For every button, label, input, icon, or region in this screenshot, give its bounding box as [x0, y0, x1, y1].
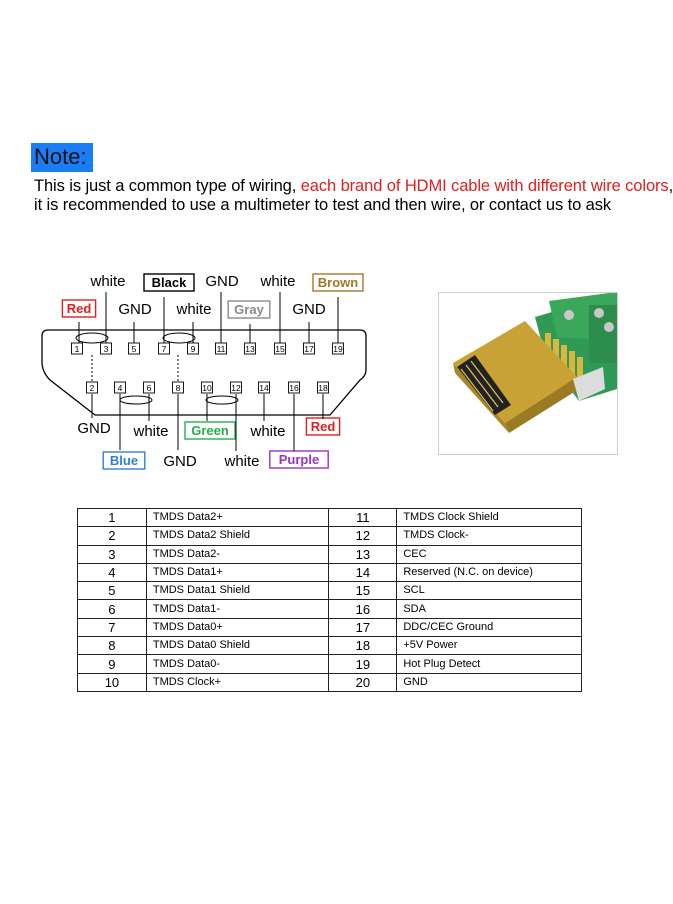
pin-description: TMDS Data1- [146, 600, 329, 618]
pin-top-3 [101, 343, 112, 354]
pin-description: Hot Plug Detect [397, 655, 582, 673]
pin-number: 8 [78, 637, 147, 655]
wire-label-text: white [133, 423, 169, 440]
pin-description: GND [397, 673, 582, 691]
hdmi-connector-photo [438, 292, 618, 455]
pin-bottom-14 [259, 382, 270, 393]
pin-number-label: 16 [289, 383, 299, 394]
pin-number-label: 19 [333, 344, 343, 355]
note-label: Note: [31, 143, 93, 172]
table-row [78, 618, 582, 636]
wire-label-text: Gray [234, 302, 264, 317]
pin-top-11 [216, 343, 227, 354]
label-green [185, 422, 235, 439]
pin-number-label: 10 [202, 383, 212, 394]
pin-top-9 [188, 343, 199, 354]
pin-description: TMDS Data0 Shield [146, 637, 329, 655]
pin-number: 17 [329, 618, 397, 636]
pin-top-7 [159, 343, 170, 354]
pair-ellipse-10-12 [206, 396, 238, 404]
label-white-15 [259, 273, 295, 290]
pin-description: CEC [397, 545, 582, 563]
label-gnd-5 [118, 301, 152, 318]
table-row [78, 655, 582, 673]
wire-label-text: GND [77, 420, 111, 437]
label-brown [313, 274, 363, 291]
label-white-1 [89, 273, 125, 290]
pin-number: 12 [329, 527, 397, 545]
wire-label-text: Purple [278, 452, 320, 467]
pin-number: 2 [78, 527, 147, 545]
table-row [78, 509, 582, 527]
pin-number-label: 5 [131, 344, 137, 355]
pin-description: TMDS Data2 Shield [146, 527, 329, 545]
note-line-1-red: each brand of HDMI cable with different wire colors [300, 177, 669, 195]
wire-label-text: GND [205, 273, 239, 290]
pin-top-19 [333, 343, 344, 354]
pin-number-label: 1 [74, 344, 80, 355]
label-black [144, 274, 194, 291]
wire-label-text: GND [163, 453, 197, 470]
pin-number: 6 [78, 600, 147, 618]
pin-description: TMDS Clock- [397, 527, 582, 545]
note-line-1-tail: , [668, 177, 673, 195]
label-purple [270, 451, 328, 468]
pin-number-label: 14 [259, 383, 269, 394]
pin-description: TMDS Data1 Shield [146, 582, 329, 600]
pin-number: 3 [78, 545, 147, 563]
pin-description: TMDS Data2+ [146, 509, 329, 527]
wire-label-text: white [260, 273, 296, 290]
pin-description: +5V Power [397, 637, 582, 655]
pin-number-label: 7 [161, 344, 167, 355]
label-gnd-2 [77, 420, 111, 437]
pin-top-15 [275, 343, 286, 354]
pin-description: TMDS Data1+ [146, 563, 329, 581]
wire-label-text: white [176, 301, 212, 318]
wire-label-text: Red [310, 419, 336, 434]
pair-ellipse-1-3 [76, 333, 108, 343]
pin-description: TMDS Data0- [146, 655, 329, 673]
pin-number: 14 [329, 563, 397, 581]
table-row [78, 600, 582, 618]
pin-number-label: 2 [89, 383, 95, 394]
wire-label-text: Blue [109, 453, 139, 468]
pin-description: TMDS Clock+ [146, 673, 329, 691]
pin-number: 16 [329, 600, 397, 618]
pin-number-label: 8 [175, 383, 181, 394]
pin-top-5 [129, 343, 140, 354]
pin-number-label: 17 [304, 344, 314, 355]
pin-bottom-6 [144, 382, 155, 393]
pin-number: 5 [78, 582, 147, 600]
label-gnd-8 [163, 453, 197, 470]
wire-label-text: white [90, 273, 126, 290]
pin-number-label: 3 [103, 344, 109, 355]
pair-ellipse-7-9 [163, 333, 195, 343]
table-row [78, 582, 582, 600]
label-gnd-17 [292, 301, 326, 318]
pin-description: TMDS Data2- [146, 545, 329, 563]
label-red-top [62, 300, 95, 317]
pin-bottom-4 [115, 382, 126, 393]
wire-label-text: white [250, 423, 286, 440]
pin-description: TMDS Data0+ [146, 618, 329, 636]
label-white-12 [223, 453, 259, 470]
hdmi-connector-illustration [439, 293, 617, 454]
pin-number: 10 [78, 673, 147, 691]
pin-bottom-2 [87, 382, 98, 393]
pin-description: SDA [397, 600, 582, 618]
pin-number: 15 [329, 582, 397, 600]
pin-number-label: 15 [275, 344, 285, 355]
wire-label-text: GND [118, 301, 152, 318]
wire-label-text: Black [151, 275, 187, 290]
pin-bottom-8 [173, 382, 184, 393]
wire-label-text: Green [191, 423, 229, 438]
pin-bottom-18 [318, 382, 329, 393]
pin-number-label: 4 [117, 383, 123, 394]
pin-top-17 [304, 343, 315, 354]
pin-bottom-10 [202, 382, 213, 393]
label-gray [228, 301, 270, 318]
pin-number-label: 18 [318, 383, 328, 394]
pin-description: TMDS Clock Shield [397, 509, 582, 527]
note-line-2: it is recommended to use a multimeter to test and then wire, or contact us to ask [34, 196, 612, 214]
pin-number: 20 [329, 673, 397, 691]
pin-description: Reserved (N.C. on device) [397, 563, 582, 581]
pin-number: 9 [78, 655, 147, 673]
table-row [78, 673, 582, 691]
pin-top-13 [245, 343, 256, 354]
wire-label-text: Brown [317, 275, 359, 290]
pin-number: 1 [78, 509, 147, 527]
pin-number-label: 9 [190, 344, 196, 355]
pin-number: 13 [329, 545, 397, 563]
pin-number-label: 12 [231, 383, 241, 394]
pin-number: 18 [329, 637, 397, 655]
wire-label-text: white [224, 453, 260, 470]
table-row [78, 545, 582, 563]
label-blue [103, 452, 145, 469]
pin-number: 19 [329, 655, 397, 673]
note-line-1-normal: This is just a common type of wiring, [34, 177, 301, 195]
pin-table [77, 508, 582, 692]
pin-number: 7 [78, 618, 147, 636]
pair-ellipse-4-6 [120, 396, 152, 404]
pin-number: 11 [329, 509, 397, 527]
pin-number-label: 13 [245, 344, 255, 355]
pin-number-label: 6 [146, 383, 152, 394]
table-row [78, 527, 582, 545]
table-row [78, 563, 582, 581]
pin-description: DDC/CEC Ground [397, 618, 582, 636]
pin-top-1 [72, 343, 83, 354]
pin-number: 4 [78, 563, 147, 581]
wire-label-text: Red [66, 301, 92, 316]
label-red-bottom [306, 418, 339, 435]
table-row [78, 637, 582, 655]
pin-number-label: 11 [216, 344, 226, 355]
label-gnd-11 [205, 273, 239, 290]
pin-bottom-16 [289, 382, 300, 393]
label-white-9 [175, 301, 211, 318]
pin-description: SCL [397, 582, 582, 600]
label-white-14 [249, 423, 285, 440]
label-white-6 [132, 423, 168, 440]
pin-bottom-12 [231, 382, 242, 393]
wire-label-text: GND [292, 301, 326, 318]
